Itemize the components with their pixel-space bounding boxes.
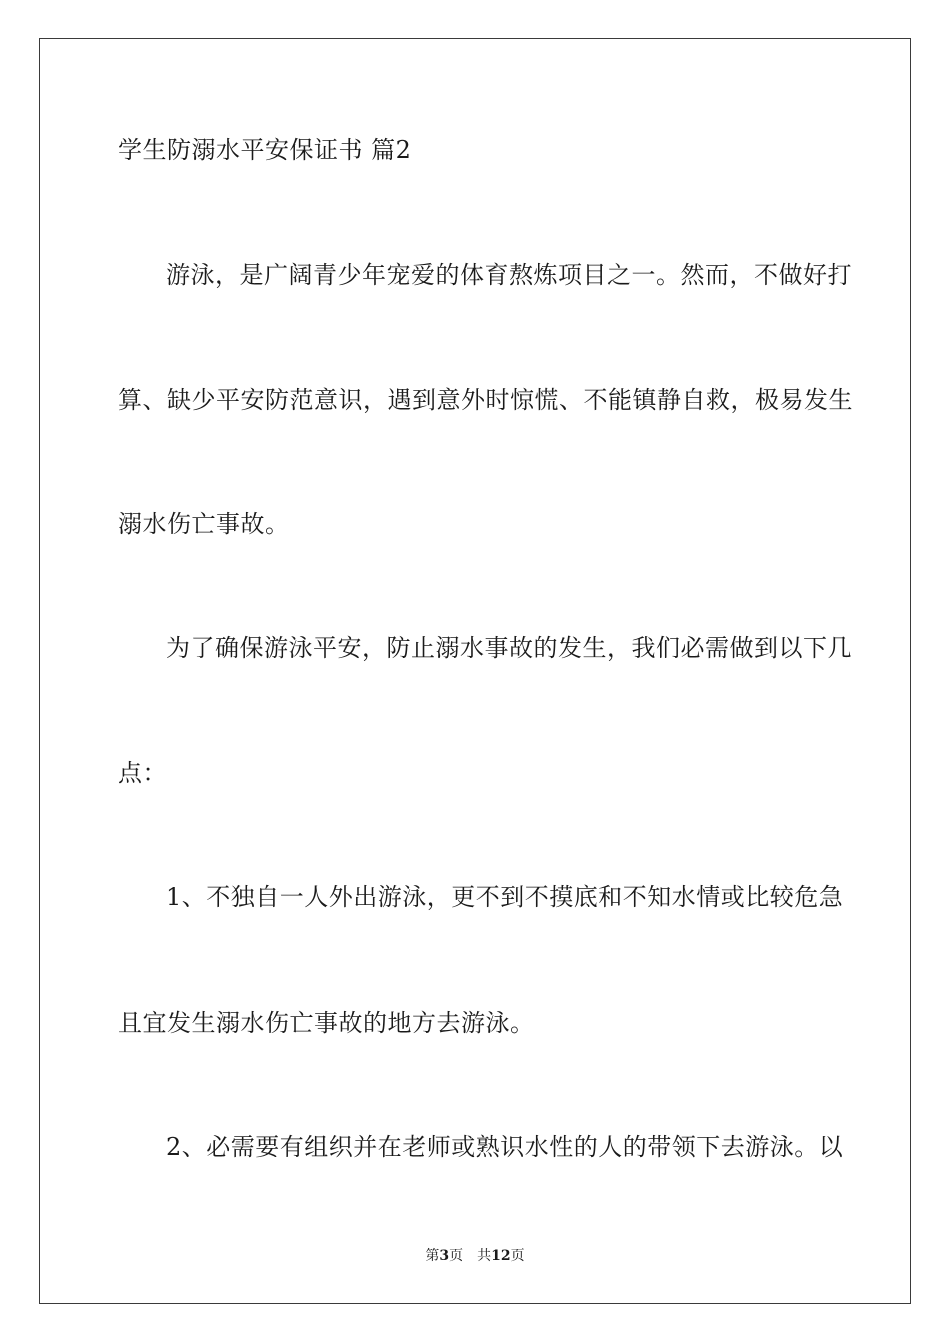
paragraph-line-1: 游泳，是广阔青少年宠爱的体育熬炼项目之一。然而，不做好打 xyxy=(166,261,852,289)
page-footer xyxy=(0,1247,950,1265)
paragraph-line-4: 为了确保游泳平安，防止溺水事故的发生，我们必需做到以下几 xyxy=(166,634,852,662)
paragraph-line-5: 点： xyxy=(118,759,167,787)
footer-total-suffix: 页 xyxy=(510,1248,525,1264)
footer-page-number: 3 xyxy=(439,1248,450,1264)
page-frame xyxy=(39,38,911,1304)
paragraph-line-7: 且宜发生溺水伤亡事故的地方去游泳。 xyxy=(118,1009,535,1037)
paragraph-line-3: 溺水伤亡事故。 xyxy=(118,510,290,538)
footer-page-prefix: 第 xyxy=(425,1248,440,1264)
footer-total-number: 12 xyxy=(491,1248,511,1264)
footer-page-suffix: 页 xyxy=(449,1248,464,1264)
footer-total-prefix: 共 xyxy=(477,1248,492,1264)
document-heading: 学生防溺水平安保证书 篇2 xyxy=(118,136,412,164)
paragraph-line-2: 算、缺少平安防范意识，遇到意外时惊慌、不能镇静自救，极易发生 xyxy=(118,386,853,414)
paragraph-line-6: 1、不独自一人外出游泳，更不到不摸底和不知水情或比较危急 xyxy=(166,883,844,911)
paragraph-line-8: 2、必需要有组织并在老师或熟识水性的人的带领下去游泳。以 xyxy=(166,1133,844,1161)
